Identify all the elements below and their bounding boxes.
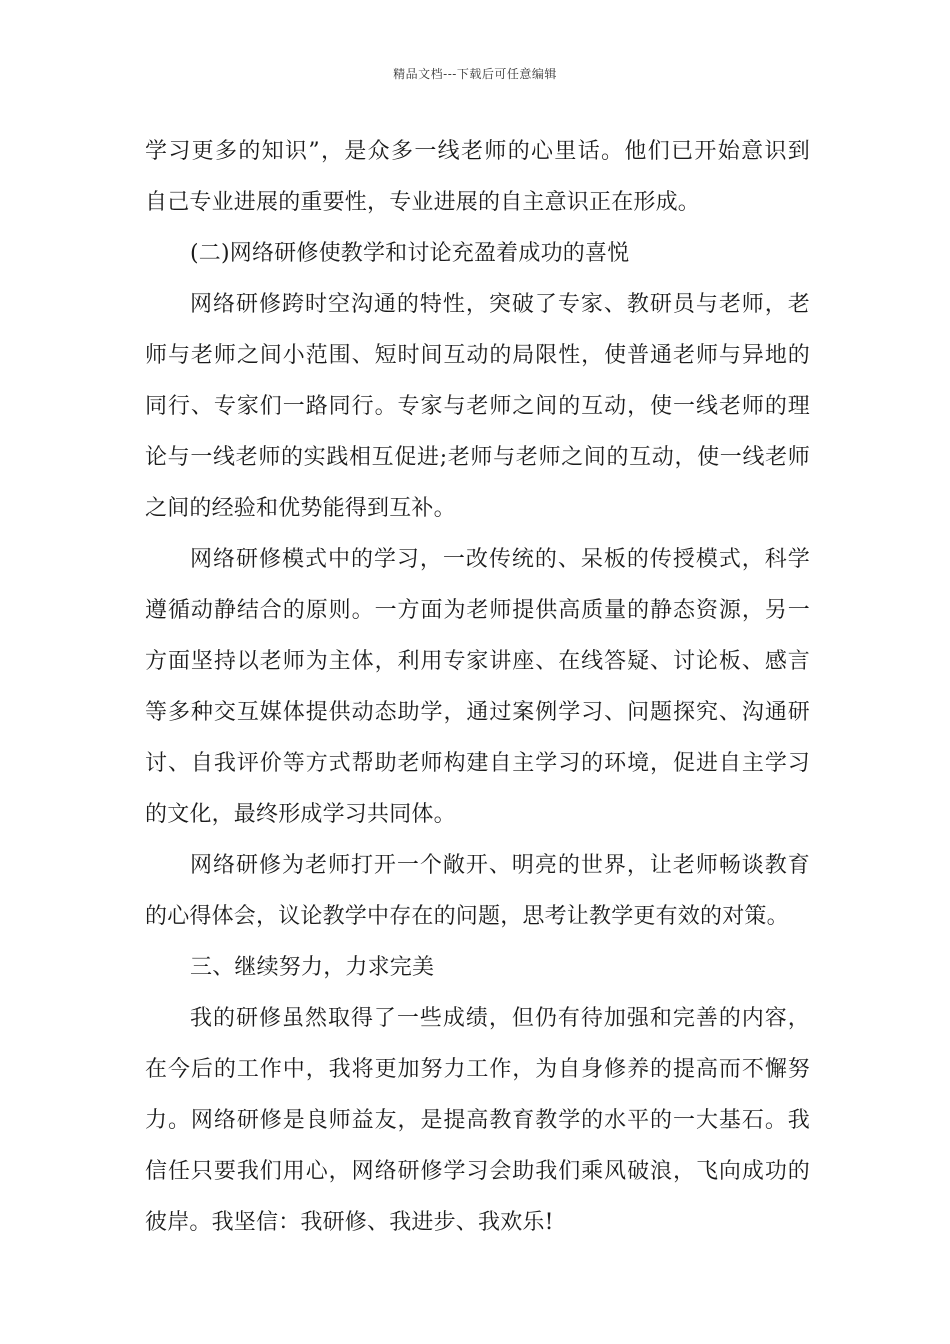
text-line: 同行、专家们一路同行。专家与老师之间的互动，使一线老师的理	[145, 394, 810, 419]
text-line: 在今后的工作中，我将更加努力工作，为自身修养的提高而不懈努	[145, 1057, 810, 1082]
page-header: 精品文档---下载后可任意编辑	[393, 67, 557, 81]
text-line: 方面坚持以老师为主体，利用专家讲座、在线答疑、讨论板、感言	[145, 649, 810, 674]
text-line: 力。网络研修是良师益友，是提高教育教学的水平的一大基石。我	[145, 1108, 810, 1133]
document-body	[145, 126, 810, 1248]
text-line: 论与一线老师的实践相互促进;老师与老师之间的互动，使一线老师	[145, 445, 810, 470]
text-line: 网络研修模式中的学习，一改传统的、呆板的传授模式，科学	[190, 547, 810, 572]
text-line: 等多种交互媒体提供动态助学，通过案例学习、问题探究、沟通研	[145, 700, 810, 725]
text-line: 学习更多的知识”，是众多一线老师的心里话。他们已开始意识到	[145, 139, 810, 164]
text-line: 的心得体会，议论教学中存在的问题，思考让教学更有效的对策。	[145, 904, 789, 929]
text-line: 我的研修虽然取得了一些成绩，但仍有待加强和完善的内容，	[190, 1006, 810, 1031]
text-line: 自己专业进展的重要性，专业进展的自主意识正在形成。	[145, 190, 701, 215]
text-line: 信任只要我们用心，网络研修学习会助我们乘风破浪，飞向成功的	[145, 1159, 810, 1184]
text-line: 的文化，最终形成学习共同体。	[145, 802, 456, 827]
text-line: 讨、自我评价等方式帮助老师构建自主学习的环境，促进自主学习	[145, 751, 810, 776]
text-line: 之间的经验和优势能得到互补。	[145, 496, 456, 521]
text-line: 网络研修跨时空沟通的特性，突破了专家、教研员与老师，老	[190, 292, 810, 317]
text-line: 遵循动静结合的原则。一方面为老师提供高质量的静态资源，另一	[145, 598, 810, 623]
section-heading: 三、继续努力，力求完美	[190, 955, 435, 980]
text-line: 师与老师之间小范围、短时间互动的局限性，使普通老师与异地的	[145, 343, 810, 368]
section-heading: (二)网络研修使教学和讨论充盈着成功的喜悦	[190, 241, 630, 266]
text-line: 网络研修为老师打开一个敞开、明亮的世界，让老师畅谈教育	[190, 853, 810, 878]
text-line: 彼岸。我坚信：我研修、我进步、我欢乐!	[145, 1210, 554, 1235]
